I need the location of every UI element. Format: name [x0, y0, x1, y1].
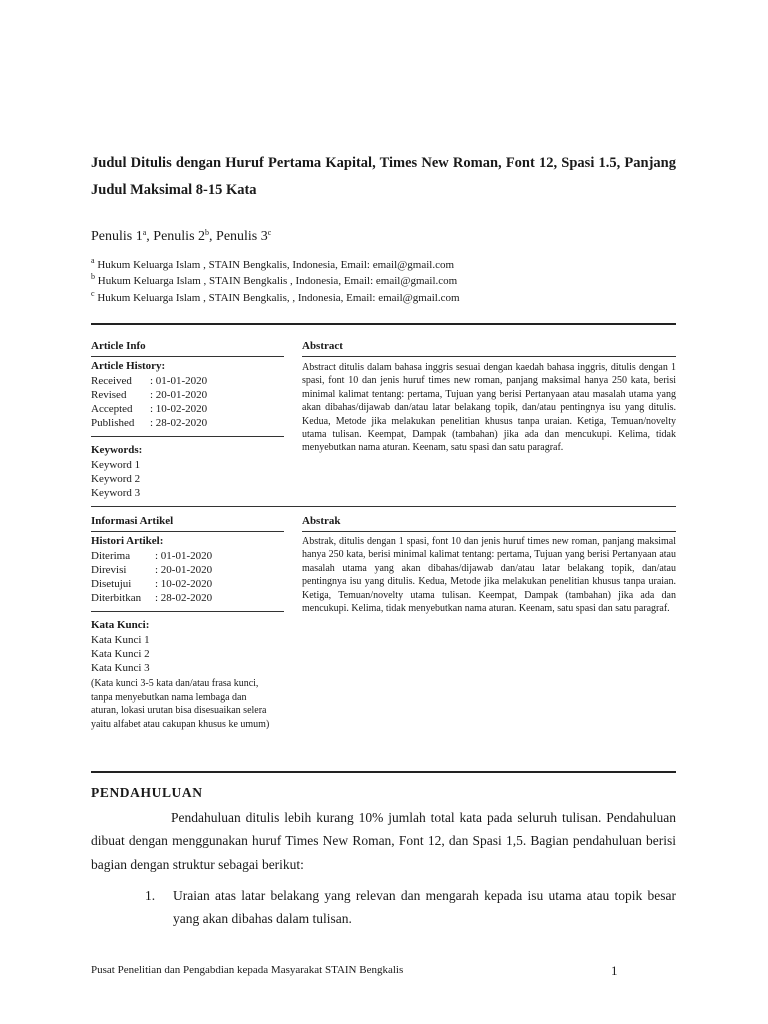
author-name: Penulis 3 — [216, 229, 268, 244]
history-label: Accepted — [91, 403, 133, 415]
affiliation-text: Hukum Keluarga Islam , STAIN Bengkalis, , Indonesia, Email: email@gmail.com — [97, 292, 460, 304]
intro-paragraph: Pendahuluan ditulis lebih kurang 10% jumlah total kata pada seluruh tulisan. Pendahuluan dibuat dengan menggunakan huruf Times New Roman, Font 12, dan Spasi 1,5. Bagian pendahuluan berisi bagian dengan struktur sebagai berikut: — [91, 810, 676, 872]
affiliation-a — [91, 256, 454, 271]
keyword-item: Keyword 1 — [91, 459, 141, 471]
history-value: : 01-01-2020 — [150, 375, 208, 387]
informasi-artikel-rule — [91, 531, 284, 532]
author-name: Penulis 2 — [153, 229, 206, 244]
article-history-heading: Article History: — [91, 360, 166, 372]
author-sup: c — [267, 228, 272, 237]
abstrak-text: Abstrak, ditulis dengan 1 spasi, font 10 dan jenis huruf times new roman, panjang maksimal hanya 250 kata, berisi minimal kalimat tentang: pertama, Tujuan yang berisi Pertanyaan atau masalah utama yang akan dibahas/dijawab dan/atau latar belakang topik, dan/atau pentingnya isu yang ditulis. Kedua, Metode jika melakukan penelitian khusus tanpa uraian. Ketiga, Temuan/novelty utama tulisan. Keempat, Dampak (tambahan) jika ada dan mencukupi. Kelima, tidak menyebutkan nama aturan. Keenam, satu spasi dan satu paragraf. — [302, 536, 676, 615]
abstrak-rule — [302, 531, 676, 532]
history-row — [91, 577, 212, 591]
section-heading: PENDAHULUAN — [91, 785, 203, 800]
author-name: Penulis 1 — [91, 229, 143, 244]
abstract-rule — [302, 356, 676, 357]
history-row — [91, 388, 207, 402]
author-sup: a — [142, 228, 147, 237]
keywords-heading: Keywords: — [91, 444, 143, 456]
history-label: Published — [91, 417, 135, 429]
section-divider-top — [91, 323, 676, 325]
history-label: Direvisi — [91, 564, 127, 576]
keyword-item: Kata Kunci 2 — [91, 648, 150, 660]
history-row — [91, 374, 207, 388]
history-value: : 01-01-2020 — [155, 550, 213, 562]
section-divider-bottom — [91, 771, 676, 773]
keyword-item: Kata Kunci 1 — [91, 634, 150, 646]
affiliation-sup: a — [91, 256, 95, 265]
kata-kunci-rule — [91, 611, 284, 612]
history-label: Diterbitkan — [91, 592, 142, 604]
section-divider-middle — [91, 506, 676, 507]
paper-title: Judul Ditulis dengan Huruf Pertama Kapital, Times New Roman, Font 12, Spasi 1.5, Panjang Judul Maksimal 8-15 Kata — [91, 155, 676, 198]
history-row — [91, 416, 207, 430]
article-info-rule — [91, 356, 284, 357]
kata-kunci-note: (Kata kunci 3-5 kata dan/atau frasa kunci, tanpa menyebutkan nama lembaga dan aturan, lokasi urutan bisa disesuaikan selera yaitu alfabet atau cakupan khusus ke umum) — [91, 678, 270, 730]
page-number: 1 — [611, 963, 618, 978]
keywords-list — [91, 458, 140, 500]
author-list: Penulis 1$^a$, Penulis 2$^b$, Penulis 3$^c$ — [91, 228, 272, 244]
keywords-rule — [91, 436, 284, 437]
history-value: : 20-01-2020 — [155, 564, 213, 576]
abstract-heading: Abstract — [302, 340, 343, 352]
affiliation-text: Hukum Keluarga Islam , STAIN Bengkalis , Indonesia, Email: email@gmail.com — [97, 275, 458, 287]
list-item — [145, 884, 676, 931]
history-value: : 20-01-2020 — [150, 389, 208, 401]
keyword-item: Keyword 3 — [91, 487, 141, 499]
history-row — [91, 563, 212, 577]
history-row — [91, 591, 212, 605]
history-label: Received — [91, 375, 132, 387]
keyword-item: Keyword 2 — [91, 473, 141, 485]
list-text: Uraian atas latar belakang yang relevan dan mengarah kepada isu utama atau topik besar yang akan dibahas dalam tulisan. — [173, 888, 676, 927]
article-info-heading: Article Info — [91, 340, 146, 352]
history-value: : 28-02-2020 — [150, 417, 208, 429]
affiliation-c — [91, 289, 460, 304]
affiliation-sup: c — [91, 289, 95, 298]
history-row — [91, 549, 212, 563]
affiliation-b — [91, 272, 457, 287]
history-value: : 10-02-2020 — [155, 578, 213, 590]
abstrak-heading: Abstrak — [302, 515, 341, 527]
history-row — [91, 402, 207, 416]
histori-artikel-heading: Histori Artikel: — [91, 535, 164, 547]
author-sup: b — [205, 228, 210, 237]
abstract-text: Abstract ditulis dalam bahasa inggris sesuai dengan kaedah bahasa inggris, ditulis dengan 1 spasi, font 10 dan jenis huruf times new roman, panjang maksimal hanya 250 kata, berisi minimal kalimat tentang: pertama, Tujuan yang berisi Pertanyaan atau masalah utama yang akan dibahas/dijawab dan/atau latar belakang topik, dan/atau pentingnya isu yang ditulis. Kedua, Metode jika melakukan penelitian khusus tanpa uraian. Ketiga, Temuan/novelty utama tulisan. Keempat, Dampak (tambahan) jika ada dan mencukupi. Kelima, tidak menyebutkan nama aturan. Keenam, satu spasi dan satu paragraf. — [302, 362, 676, 454]
history-label: Disetujui — [91, 578, 132, 590]
histori-artikel-list — [91, 549, 212, 605]
history-value: : 28-02-2020 — [155, 592, 213, 604]
footer-text: Pusat Penelitian dan Pengabdian kepada Masyarakat STAIN Bengkalis — [91, 964, 404, 976]
keyword-item: Kata Kunci 3 — [91, 662, 150, 674]
history-label: Diterima — [91, 550, 131, 562]
informasi-artikel-heading: Informasi Artikel — [91, 515, 174, 527]
list-number: 1. — [145, 888, 156, 903]
history-value: : 10-02-2020 — [150, 403, 208, 415]
history-label: Revised — [91, 389, 127, 401]
kata-kunci-heading: Kata Kunci: — [91, 619, 150, 631]
affiliation-sup: b — [91, 272, 95, 281]
affiliation-text: Hukum Keluarga Islam , STAIN Bengkalis, Indonesia, Email: email@gmail.com — [97, 259, 455, 271]
kata-kunci-list — [91, 633, 150, 675]
article-history-list — [91, 374, 207, 430]
